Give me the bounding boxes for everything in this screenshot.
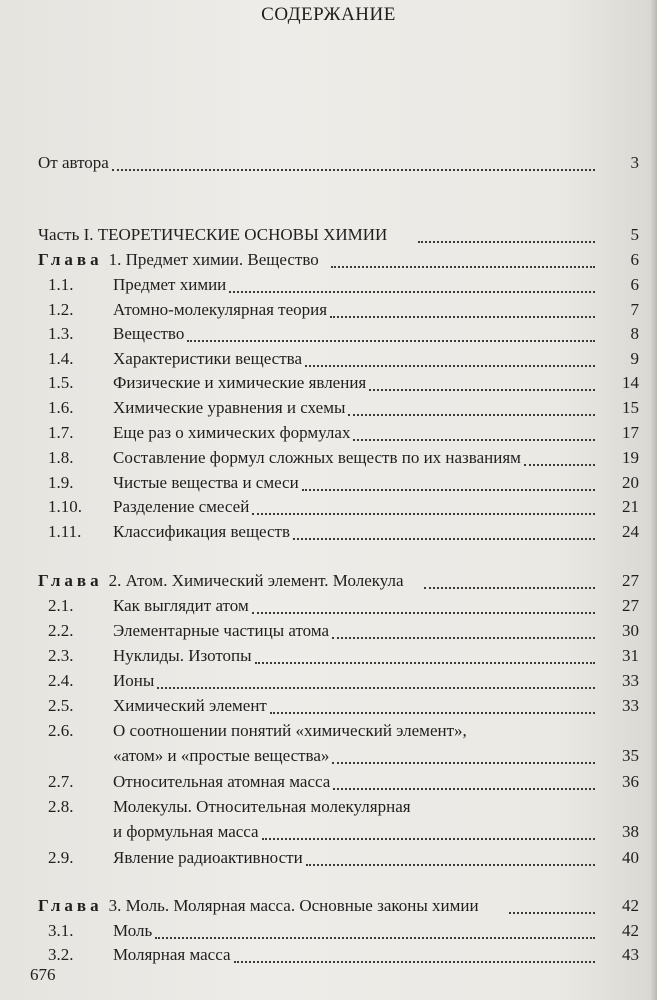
toc-entry-title: Моль xyxy=(113,921,153,940)
toc-chapter[interactable] xyxy=(0,568,657,594)
toc-page-number: 19 xyxy=(622,448,639,467)
toc-entry[interactable] xyxy=(0,693,657,719)
toc-chapter[interactable] xyxy=(0,893,657,919)
toc-entry-number: 1.5. xyxy=(48,373,74,392)
toc-page-number: 14 xyxy=(622,373,639,392)
toc-entry-title: Молекулы. Относительная молекулярная xyxy=(113,797,411,816)
toc-entry-number: 1.2. xyxy=(48,300,74,319)
toc-entry-title: Чистые вещества и смеси xyxy=(113,473,299,492)
page-title: СОДЕРЖАНИЕ xyxy=(261,4,396,25)
toc-entry-title: Химические уравнения и схемы xyxy=(113,398,346,417)
toc-entry-number: 1.9. xyxy=(48,473,74,492)
toc-entry-title: 3. Моль. Молярная масса. Основные законы химии xyxy=(108,896,479,915)
toc-entry[interactable] xyxy=(0,918,657,944)
toc-entry-number: 2.4. xyxy=(48,671,74,690)
toc-part[interactable] xyxy=(0,222,657,248)
toc-entry[interactable] xyxy=(0,643,657,669)
chapter-prefix: Глава xyxy=(38,571,103,590)
toc-entry-title-continued: «атом» и «простые вещества» xyxy=(113,746,330,765)
toc-entry-title: 2. Атом. Химический элемент. Молекула xyxy=(108,571,404,590)
toc-entry-title: Нуклиды. Изотопы xyxy=(113,646,252,665)
toc-entry-number: 2.8. xyxy=(48,797,74,816)
chapter-prefix: Глава xyxy=(38,896,103,915)
toc-entry-title: Часть I. ТЕОРЕТИЧЕСКИЕ ОСНОВЫ ХИМИИ xyxy=(38,225,388,244)
toc-entry[interactable] xyxy=(0,942,657,968)
page-number-footer: 676 xyxy=(30,965,56,984)
toc-entry[interactable] xyxy=(0,150,657,176)
toc-entry[interactable] xyxy=(0,321,657,347)
toc-page-number: 9 xyxy=(630,349,639,368)
toc-page-number: 27 xyxy=(622,571,639,590)
toc-entry-number: 2.5. xyxy=(48,696,74,715)
toc-entry-title: Ионы xyxy=(113,671,155,690)
toc-entry-number: 1.1. xyxy=(48,275,74,294)
toc-entry-title: Классификация веществ xyxy=(113,522,291,541)
toc-entry-title: Молярная масса xyxy=(113,945,231,964)
toc-entry[interactable] xyxy=(0,370,657,396)
toc-entry-title: Явление радиоактивности xyxy=(113,848,303,867)
toc-entry-title: Физические и химические явления xyxy=(113,373,367,392)
toc-entry[interactable] xyxy=(0,420,657,446)
toc-entry-title: Атомно-молекулярная теория xyxy=(113,300,328,319)
toc-page-number: 6 xyxy=(630,275,639,294)
toc-entry-number: 1.10. xyxy=(48,497,82,516)
toc-entry-title: Характеристики вещества xyxy=(113,349,303,368)
toc-entry-number: 1.3. xyxy=(48,324,74,343)
toc-entry-number: 3.2. xyxy=(48,945,74,964)
toc-entry-title: О соотношении понятий «химический элемент», xyxy=(113,721,467,740)
toc-page-number: 35 xyxy=(622,746,639,765)
toc-entry[interactable] xyxy=(0,519,657,545)
toc-entry-title: Химический элемент xyxy=(113,696,267,715)
toc-entry[interactable] xyxy=(0,494,657,520)
toc-entry-title: Составление формул сложных веществ по их названиям xyxy=(113,448,521,467)
toc-page-number: 31 xyxy=(622,646,639,665)
toc-entry[interactable] xyxy=(0,618,657,644)
toc-page-number: 27 xyxy=(622,596,639,615)
toc-entry-title: Вещество xyxy=(113,324,185,343)
toc-entry-title: 1. Предмет химии. Вещество xyxy=(108,250,319,269)
toc-entry[interactable] xyxy=(0,668,657,694)
toc-entry[interactable] xyxy=(0,395,657,421)
toc-page-number: 30 xyxy=(622,621,639,640)
toc-page-number: 24 xyxy=(622,522,639,541)
toc-entry-number: 2.6. xyxy=(48,721,74,740)
toc-page-number: 42 xyxy=(622,921,639,940)
toc-entry-number: 1.6. xyxy=(48,398,74,417)
toc-entry-title: Предмет химии xyxy=(113,275,227,294)
toc-page-number: 8 xyxy=(630,324,639,343)
toc-entry-title: Элементарные частицы атома xyxy=(113,621,330,640)
toc-entry-number: 2.7. xyxy=(48,772,74,791)
toc-entry-number: 1.8. xyxy=(48,448,74,467)
toc-entry[interactable] xyxy=(0,470,657,496)
toc-page-number: 7 xyxy=(630,300,639,319)
toc-entry-title: Относительная атомная масса xyxy=(113,772,331,791)
toc-entry-number: 1.7. xyxy=(48,423,74,442)
toc-page-number: 43 xyxy=(622,945,639,964)
toc-page-number: 36 xyxy=(622,772,639,791)
toc-page-number: 33 xyxy=(622,696,639,715)
toc-entry-title: От автора xyxy=(38,153,109,172)
toc-page-number: 21 xyxy=(622,497,639,516)
toc-entry-title: Еще раз о химических формулах xyxy=(113,423,351,442)
toc-chapter[interactable] xyxy=(0,247,657,273)
page-edge xyxy=(651,0,657,1000)
toc-entry-number: 2.9. xyxy=(48,848,74,867)
toc-page-number: 15 xyxy=(622,398,639,417)
toc-entry-number: 2.1. xyxy=(48,596,74,615)
toc-entry[interactable] xyxy=(0,445,657,471)
toc-page-number: 17 xyxy=(622,423,639,442)
toc-page-number: 20 xyxy=(622,473,639,492)
toc-entry[interactable] xyxy=(0,794,657,845)
toc-page-number: 33 xyxy=(622,671,639,690)
toc-page-number: 40 xyxy=(622,848,639,867)
toc-page-number: 38 xyxy=(622,822,639,841)
toc-entry-title-continued: и формульная масса xyxy=(113,822,259,841)
toc-entry-number: 1.11. xyxy=(48,522,82,541)
chapter-prefix: Глава xyxy=(38,250,103,269)
toc-entry-title: Как выглядит атом xyxy=(113,596,249,615)
toc-entry[interactable] xyxy=(0,769,657,795)
toc-entry-number: 2.3. xyxy=(48,646,74,665)
toc-entry[interactable] xyxy=(0,272,657,298)
toc-page-number: 6 xyxy=(630,250,639,269)
toc-page-number: 5 xyxy=(630,225,639,244)
toc-entry-title: Разделение смесей xyxy=(113,497,250,516)
toc-page-number: 3 xyxy=(630,153,639,172)
toc-page-number: 42 xyxy=(622,896,639,915)
toc-entry-number: 3.1. xyxy=(48,921,74,940)
toc-entry[interactable] xyxy=(0,845,657,871)
toc-entry-number: 2.2. xyxy=(48,621,74,640)
toc-entry[interactable] xyxy=(0,297,657,323)
toc-entry[interactable] xyxy=(0,346,657,372)
toc-entry[interactable] xyxy=(0,593,657,619)
toc-entry-number: 1.4. xyxy=(48,349,74,368)
toc-entry[interactable] xyxy=(0,718,657,769)
